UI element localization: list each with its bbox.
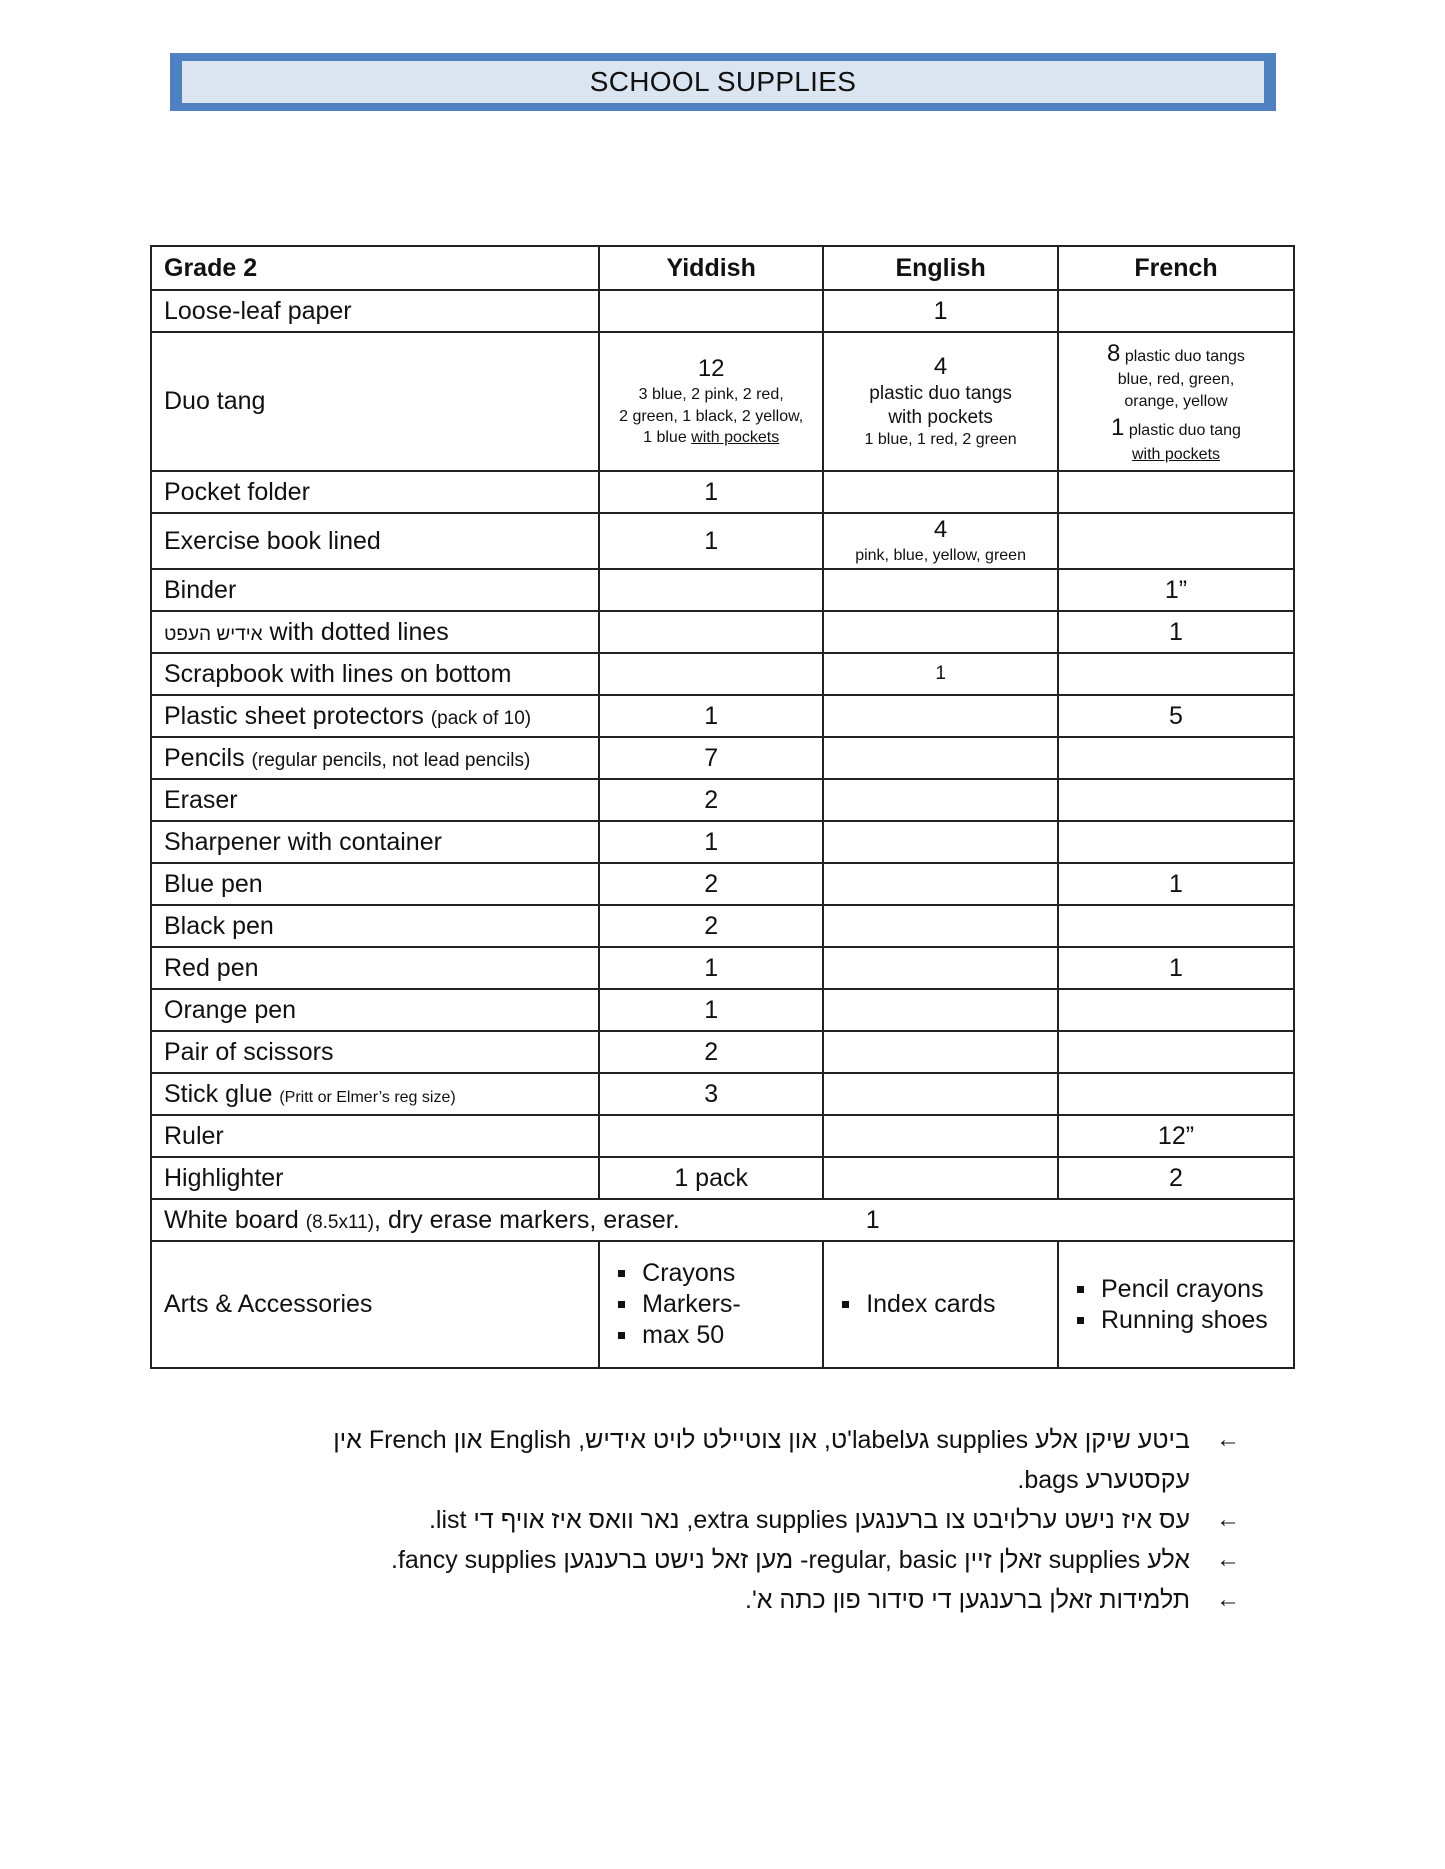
item-label [151, 695, 599, 737]
english-cell [823, 1115, 1058, 1157]
english-cell [823, 1031, 1058, 1073]
item-label-rest: , dry erase markers, eraser. [374, 1205, 680, 1234]
item-label-main: Plastic sheet protectors [164, 701, 431, 730]
detail-text: 1 blue [643, 429, 692, 447]
count: 4 [933, 516, 948, 544]
left-arrow-icon: ← [1216, 1426, 1240, 1453]
english-cell: 1 [823, 290, 1058, 332]
yiddish-cell: 1 [599, 947, 823, 989]
table-row [151, 1115, 1294, 1157]
note-text: אלע supplies זאלן זיין regular, basic- מען זאל נישט ברענגען fancy supplies. [390, 1546, 1190, 1574]
english-cell [823, 513, 1058, 569]
french-cell [1058, 471, 1294, 513]
item-label-main: Pencils [164, 743, 252, 772]
table-row [151, 1031, 1294, 1073]
item-label-hebrew: אידיש העפט [164, 623, 263, 645]
french-cell: 5 [1058, 695, 1294, 737]
note-text: ביטע שיקן אלע supplies געlabel'ט, און צוטיילט לויט אידיש, English און French אין עקסטערע bags. [333, 1426, 1190, 1494]
english-cell [823, 1073, 1058, 1115]
detail-line: blue, red, green, [1117, 371, 1235, 389]
table-row [151, 737, 1294, 779]
french-cell [1058, 989, 1294, 1031]
item-label: Exercise book lined [151, 513, 599, 569]
english-cell [823, 1157, 1058, 1199]
item-label: Orange pen [151, 989, 599, 1031]
detail-text: plastic duo tang [1124, 422, 1241, 440]
page-title: SCHOOL SUPPLIES [182, 61, 1264, 103]
french-cell [1058, 290, 1294, 332]
table-row [151, 1241, 1294, 1368]
item-label [151, 611, 599, 653]
left-arrow-icon: ← [1216, 1546, 1240, 1573]
table-row [151, 569, 1294, 611]
list-item: Markers- [612, 1289, 810, 1320]
table-row [151, 513, 1294, 569]
item-label: Duo tang [151, 332, 599, 471]
left-arrow-icon: ← [1216, 1586, 1240, 1613]
item-label: Highlighter [151, 1157, 599, 1199]
header-row [151, 246, 1294, 290]
item-label-note: (regular pencils, not lead pencils) [251, 749, 531, 771]
yiddish-cell: 1 pack [599, 1157, 823, 1199]
detail-line: 1 blue, 1 red, 2 green [864, 431, 1017, 449]
table-row [151, 1199, 1294, 1241]
yiddish-cell: 2 [599, 779, 823, 821]
table-row [151, 695, 1294, 737]
english-cell [823, 569, 1058, 611]
detail-text: plastic duo tangs [1120, 347, 1245, 365]
english-cell [823, 332, 1058, 471]
supplies-table [150, 245, 1295, 1369]
french-cell [1058, 332, 1294, 471]
notes-list [240, 1420, 1240, 1620]
bullet-list [836, 1289, 1045, 1320]
bullet-list [1071, 1274, 1281, 1336]
english-cell [823, 471, 1058, 513]
french-cell: 1 [1058, 947, 1294, 989]
item-label: Pocket folder [151, 471, 599, 513]
table-row [151, 905, 1294, 947]
yiddish-cell: 1 [599, 695, 823, 737]
count: 4 [933, 352, 948, 380]
yiddish-cell: 2 [599, 1031, 823, 1073]
french-cell: 1” [1058, 569, 1294, 611]
yiddish-cell [599, 653, 823, 695]
note-item [240, 1540, 1240, 1580]
table-row [151, 779, 1294, 821]
note-text: עס איז נישט ערלויבט צו ברענגען extra supplies, נאר וואס איז אויף די list. [428, 1506, 1190, 1534]
table-row [151, 821, 1294, 863]
item-label: Sharpener with container [151, 821, 599, 863]
detail-line: 3 blue, 2 pink, 2 red, [638, 386, 784, 404]
item-label-note: (Pritt or Elmer’s reg size) [279, 1088, 456, 1106]
item-label-rest: with dotted lines [262, 617, 449, 646]
detail-line [1107, 338, 1245, 369]
table-row [151, 863, 1294, 905]
yiddish-cell [599, 332, 823, 471]
header-grade: Grade 2 [151, 246, 599, 290]
left-arrow-icon: ← [1216, 1506, 1240, 1533]
list-item: Pencil crayons [1071, 1274, 1281, 1305]
item-label-merged [151, 1199, 1294, 1241]
yiddish-cell: 2 [599, 863, 823, 905]
table-row [151, 290, 1294, 332]
yiddish-cell: 1 [599, 513, 823, 569]
item-label-main: Stick glue [164, 1079, 280, 1108]
french-cell [1058, 905, 1294, 947]
english-cell [823, 863, 1058, 905]
french-cell [1058, 737, 1294, 779]
detail-line [643, 427, 779, 449]
item-label: Red pen [151, 947, 599, 989]
table-row [151, 653, 1294, 695]
item-label: Scrapbook with lines on bottom [151, 653, 599, 695]
french-cell: 12” [1058, 1115, 1294, 1157]
item-label: Pair of scissors [151, 1031, 599, 1073]
header-yiddish: Yiddish [599, 246, 823, 290]
table-row [151, 989, 1294, 1031]
item-label: Loose-leaf paper [151, 290, 599, 332]
detail-line: pink, blue, yellow, green [855, 547, 1026, 565]
note-text: תלמידות זאלן ברענגען די סידור פון כתה א'. [745, 1586, 1190, 1614]
english-cell [823, 779, 1058, 821]
merged-value: 1 [865, 1205, 880, 1234]
table-row [151, 947, 1294, 989]
note-item [240, 1500, 1240, 1540]
english-cell [823, 1241, 1058, 1368]
yiddish-cell [599, 1115, 823, 1157]
yiddish-cell: 1 [599, 821, 823, 863]
yiddish-cell: 3 [599, 1073, 823, 1115]
list-item-continuation: max 50 [612, 1320, 810, 1351]
item-label-main: White board [164, 1205, 306, 1234]
yiddish-cell [599, 290, 823, 332]
table-row [151, 1157, 1294, 1199]
item-label [151, 737, 599, 779]
french-cell [1058, 653, 1294, 695]
english-cell [823, 989, 1058, 1031]
item-label [151, 1073, 599, 1115]
detail-line: orange, yellow [1124, 392, 1228, 410]
detail-line: 2 green, 1 black, 2 yellow, [619, 407, 804, 425]
french-cell: 2 [1058, 1157, 1294, 1199]
yiddish-cell: 1 [599, 471, 823, 513]
english-cell [823, 737, 1058, 779]
table-row [151, 1073, 1294, 1115]
count: 8 [1107, 339, 1121, 367]
yiddish-cell [599, 611, 823, 653]
english-cell [823, 821, 1058, 863]
detail-line: plastic duo tangs [869, 382, 1012, 404]
detail-underlined: with pockets [1131, 445, 1221, 463]
item-label: Ruler [151, 1115, 599, 1157]
list-item: Crayons [612, 1258, 810, 1289]
english-cell [823, 905, 1058, 947]
yiddish-cell: 2 [599, 905, 823, 947]
item-label: Black pen [151, 905, 599, 947]
yiddish-cell [599, 1241, 823, 1368]
english-cell [823, 947, 1058, 989]
french-cell [1058, 1073, 1294, 1115]
note-item [240, 1580, 1240, 1620]
item-label-note: (8.5x11) [305, 1211, 375, 1233]
detail-underlined: with pockets [691, 429, 780, 447]
item-label: Eraser [151, 779, 599, 821]
bullet-list [612, 1258, 810, 1351]
item-label-note: (pack of 10) [430, 707, 532, 729]
item-label: Blue pen [151, 863, 599, 905]
yiddish-cell: 1 [599, 989, 823, 1031]
item-label: Arts & Accessories [151, 1241, 599, 1368]
detail-line: with pockets [888, 406, 993, 428]
list-item: Running shoes [1071, 1305, 1281, 1336]
detail-line [1111, 412, 1241, 443]
count: 1 [1111, 414, 1125, 442]
table-row [151, 611, 1294, 653]
french-cell [1058, 821, 1294, 863]
header-english: English [823, 246, 1058, 290]
table-row [151, 332, 1294, 471]
french-cell [1058, 1031, 1294, 1073]
title-banner [170, 53, 1276, 111]
french-cell [1058, 1241, 1294, 1368]
yiddish-cell: 7 [599, 737, 823, 779]
french-cell [1058, 513, 1294, 569]
table-row [151, 471, 1294, 513]
count: 12 [697, 355, 725, 383]
note-item [240, 1420, 1240, 1500]
english-cell [823, 611, 1058, 653]
french-cell [1058, 779, 1294, 821]
french-cell: 1 [1058, 611, 1294, 653]
item-label: Binder [151, 569, 599, 611]
english-cell: 1 [823, 653, 1058, 695]
list-item: Index cards [836, 1289, 1045, 1320]
french-cell: 1 [1058, 863, 1294, 905]
header-french: French [1058, 246, 1294, 290]
english-cell [823, 695, 1058, 737]
yiddish-cell [599, 569, 823, 611]
